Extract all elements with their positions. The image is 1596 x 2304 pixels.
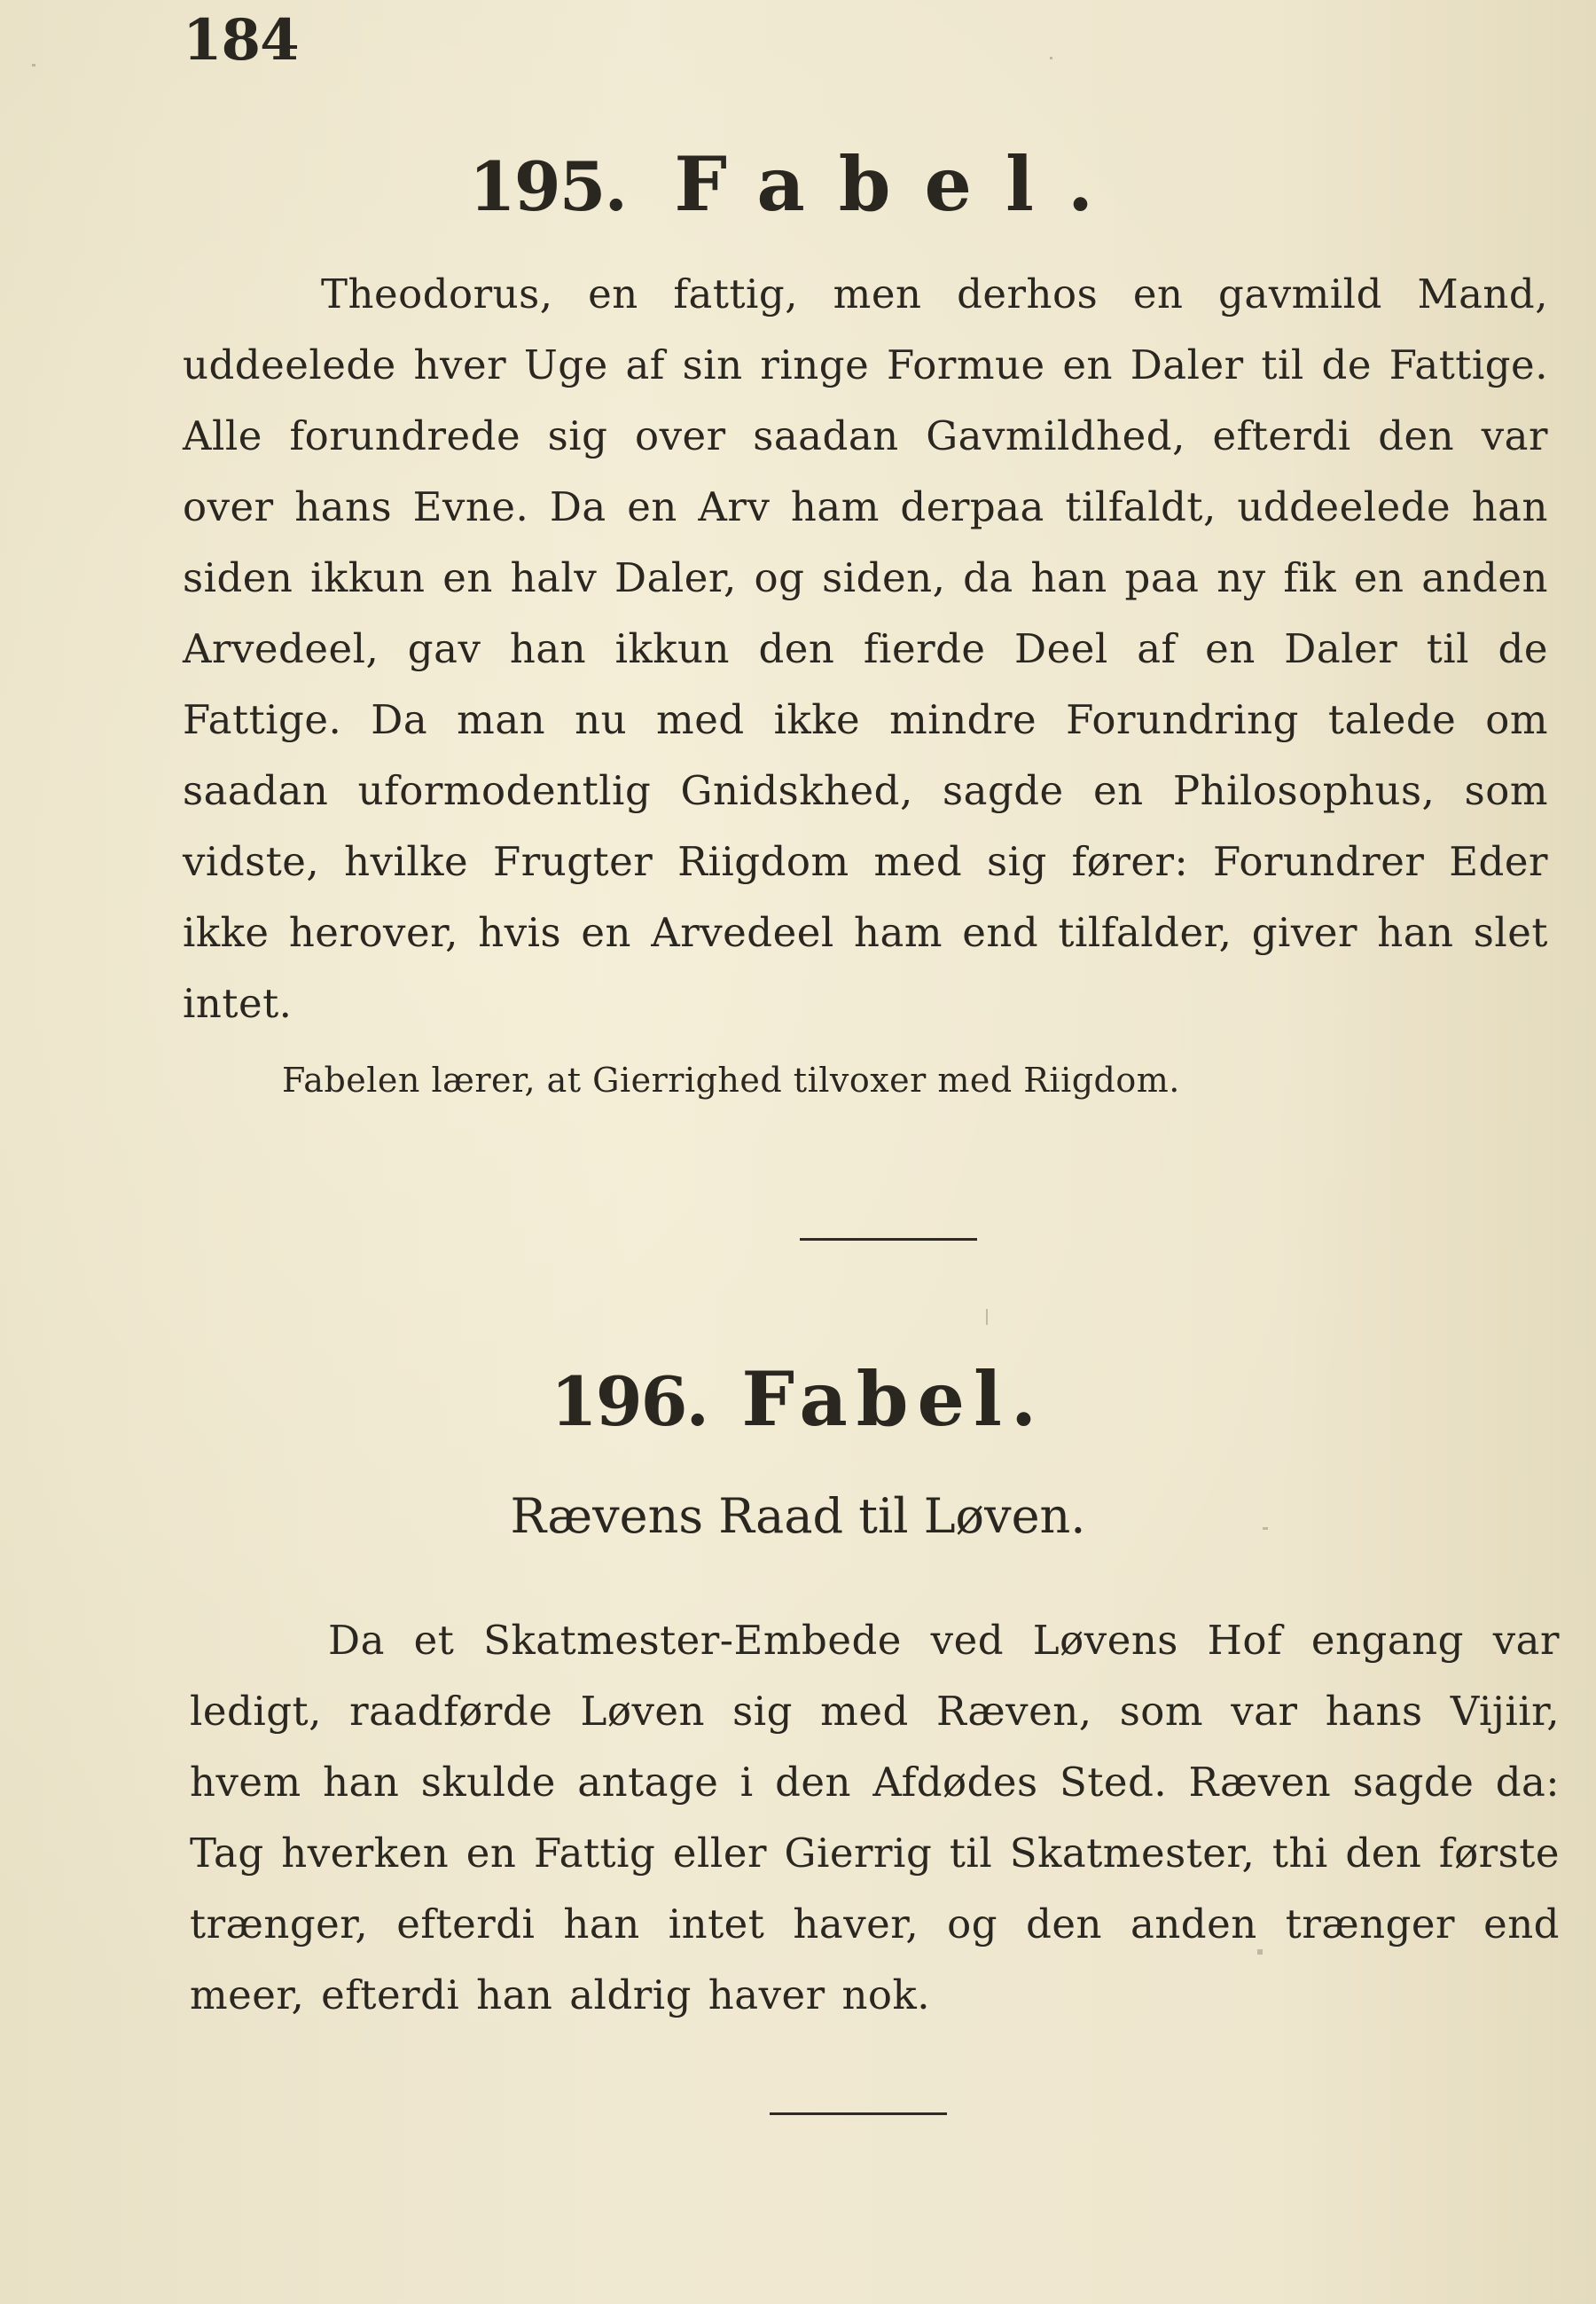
paper-speck [986, 1309, 988, 1325]
page-number: 184 [183, 7, 299, 74]
fable-number: 196. [550, 1362, 708, 1441]
fable-title: Fabel. [741, 1355, 1046, 1443]
end-divider [770, 2112, 947, 2115]
fable-196-subtitle: Rævens Raad til Løven. [510, 1488, 1086, 1544]
fable-195-moral: Fabelen lærer, at Gierrighed tilvoxer med Riigdom. [282, 1061, 1180, 1100]
paper-speck [32, 64, 35, 67]
paper-speck [1263, 1527, 1268, 1530]
paper-speck [1050, 57, 1052, 59]
paper-speck [1257, 1949, 1263, 1955]
fable-195-heading [0, 140, 1596, 228]
fable-title: Fabel. [674, 140, 1128, 228]
fable-number: 195. [468, 147, 626, 226]
fable-195-text: Theodorus, en fattig, men derhos en gavmild Mand, uddeelede hver Uge af sin ringe Formue en Daler til de Fattige. Alle forundrede sig over saadan Gavmildhed, efterdi den var over hans Evne. Da en Arv ham derpaa tilfaldt, uddeelede han siden ikkun en halv Daler, og siden, da han paa ny fik en anden Arvedeel, gav han ikkun den fierde Deel af en Daler til de Fattige. Da man nu med ikke mindre Forundring talede om saadan uformodentlig Gnidskhed, sagde en Philosophus, som vidste, hvilke Frugter Riigdom med sig fører: Forundrer Eder ikke herover, hvis en Arvedeel ham end tilfalder, giver han slet intet. [183, 270, 1548, 1027]
fable-196-text: Da et Skatmester-Embede ved Løvens Hof engang var ledigt, raadførde Løven sig med Ræven, som var hans Vijiir, hvem han skulde antage i den Afdødes Sted. Ræven sagde da: Tag hverken en Fattig eller Gierrig til Skatmester, thi den første trænger, efterdi han intet haver, og den anden trænger end meer, efterdi han aldrig haver nok. [190, 1617, 1560, 2018]
fable-196-heading [0, 1355, 1596, 1443]
section-divider [800, 1238, 977, 1241]
